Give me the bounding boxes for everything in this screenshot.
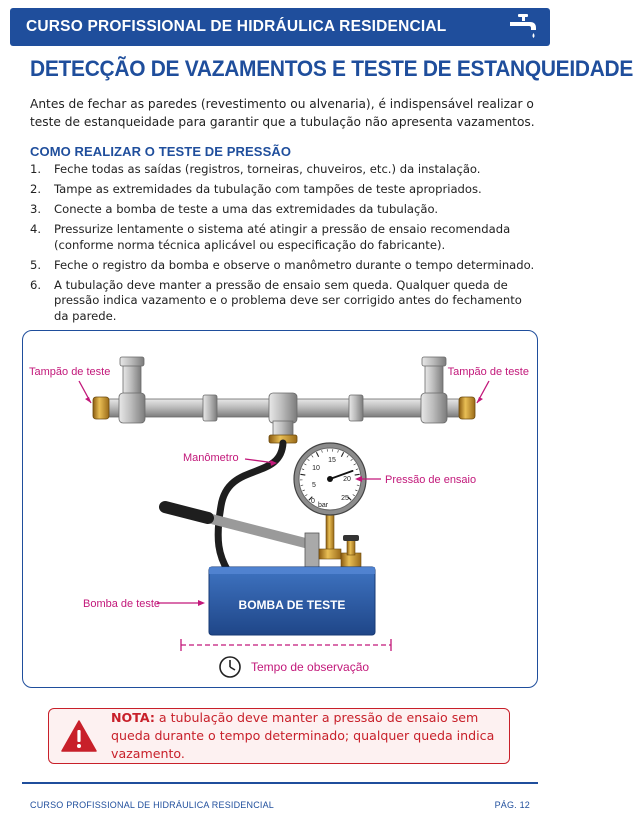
gauge-tick-label: 25 — [341, 495, 349, 502]
step-text: Conecte a bomba de teste a uma das extremidades da tubulação. — [54, 202, 439, 216]
footer-divider — [22, 782, 538, 784]
step-text: Tampe as extremidades da tubulação com tampões de teste apropriados. — [54, 182, 482, 196]
note-text — [111, 709, 509, 763]
list-item — [30, 162, 535, 178]
faucet-icon — [508, 12, 540, 42]
pump-body — [209, 567, 375, 635]
diagram-illustration — [23, 331, 539, 689]
warning-icon — [61, 720, 97, 752]
pump-body-label: BOMBA DE TESTE — [238, 598, 346, 612]
gauge-tick-label: 5 — [312, 482, 316, 489]
step-number: 3. — [30, 202, 42, 216]
step-number: 5. — [30, 257, 42, 272]
label-pump: Bomba de teste — [83, 598, 161, 610]
gauge-tick-label: 15 — [328, 457, 336, 464]
gauge-tick — [300, 474, 305, 475]
page-title: DETECÇÃO DE VAZAMENTOS E TESTE DE ESTANQUEIDADE — [30, 56, 633, 81]
list-item — [30, 182, 535, 198]
label-gauge: Manômetro — [183, 452, 239, 464]
gauge-tick-label: 20 — [343, 476, 351, 483]
label-pressure: Pressão de ensaio — [385, 474, 477, 486]
label-time: Tempo de observação — [251, 660, 370, 674]
step-text: Feche todas as saídas (registros, torneiras, chuveiros, etc.) da instalação. — [54, 162, 481, 176]
gauge-unit: bar — [317, 502, 329, 509]
step-number: 6. — [30, 277, 42, 292]
gauge-tick-label: 10 — [312, 465, 320, 472]
steps-list — [30, 162, 535, 329]
clock-icon — [220, 657, 240, 677]
step-number: 1. — [30, 162, 42, 176]
list-item — [30, 222, 535, 253]
label-cap-left: Tampão de teste — [29, 366, 111, 378]
note-label: NOTA: — [111, 710, 155, 725]
center-tee — [269, 393, 297, 423]
step-text: Feche o registro da bomba e observe o manômetro durante o tempo determinado. — [54, 257, 535, 272]
gauge-tick — [355, 474, 360, 475]
note-body: a tubulação deve manter a pressão de ensaio sem queda durante o tempo determinado; qualquer queda indica vazamento. — [111, 710, 495, 761]
cap-right — [459, 397, 475, 419]
note-box — [48, 708, 510, 764]
list-item — [30, 202, 535, 218]
section-title: COMO REALIZAR O TESTE DE PRESSÃO — [30, 144, 292, 159]
step-number: 4. — [30, 222, 42, 236]
header-title: CURSO PROFISSIONAL DE HIDRÁULICA RESIDENCIAL — [26, 18, 447, 35]
step-number: 2. — [30, 182, 42, 196]
step-text: Pressurize lentamente o sistema até atingir a pressão de ensaio recomendada (conforme norma técnica aplicável ou especificação do fabricante). — [54, 222, 511, 252]
test-diagram — [22, 330, 538, 688]
label-cap-right: Tampão de teste — [447, 366, 529, 378]
list-item — [30, 278, 535, 325]
footer-course-title: CURSO PROFISSIONAL DE HIDRÁULICA RESIDENCIAL — [30, 800, 275, 810]
cap-left — [93, 397, 109, 419]
list-item — [30, 258, 535, 274]
page-header — [10, 8, 550, 46]
gauge-tick-label: 0 — [311, 498, 315, 505]
intro-paragraph: Antes de fechar as paredes (revestimento ou alvenaria), é indispensável realizar o teste de estanqueidade para garantir que a tubulação não apresenta vazamentos. — [30, 97, 535, 129]
footer-page-number: PÁG. 12 — [494, 800, 530, 810]
step-text: A tubulação deve manter a pressão de ensaio sem queda. Qualquer queda de pressão indica vazamento e o problema deve ser corrigido antes do fechamento da parede. — [54, 277, 522, 323]
